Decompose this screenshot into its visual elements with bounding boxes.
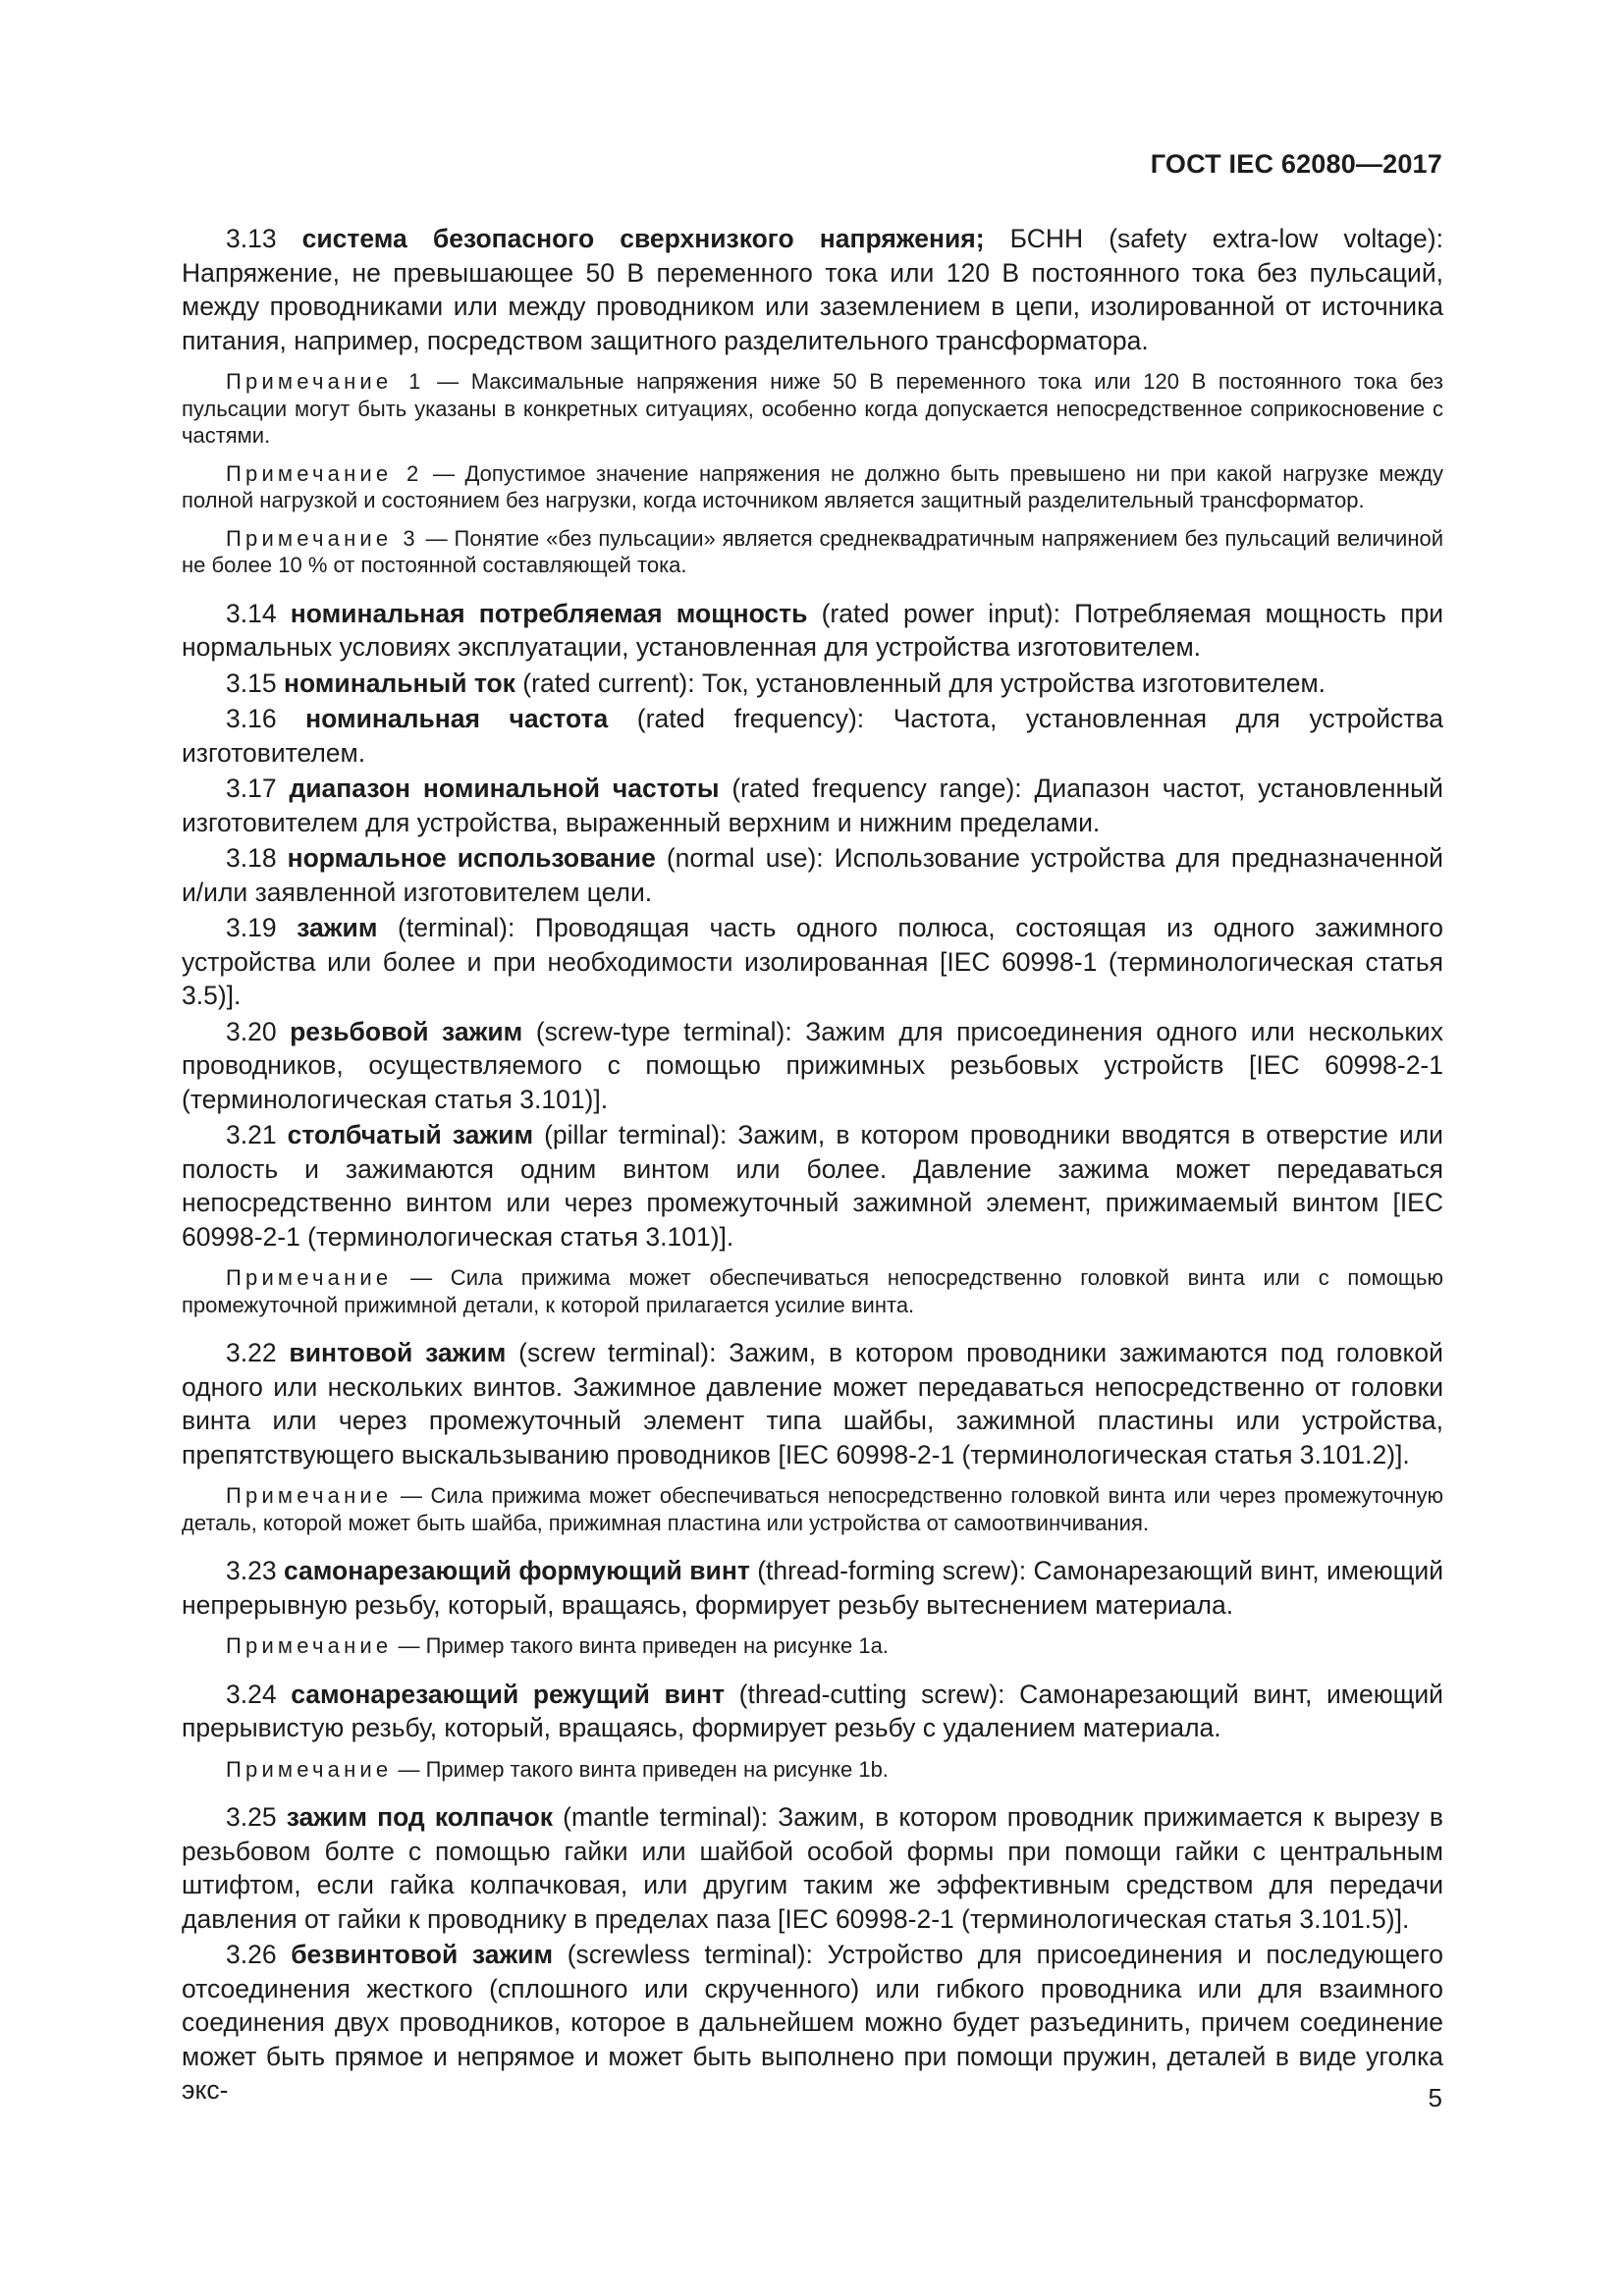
note-3-23 xyxy=(182,1632,1443,1660)
note-3-21 xyxy=(182,1264,1443,1318)
clause-number: 3.26 xyxy=(226,1940,277,1969)
definition-text: БСНН (safety extra-low voltage): Напряжение, не превышающее 50 В переменного тока или 120 В постоянного тока без пульсаций, между проводниками или между проводником или заземлением в цепи, изолированной от источника питания, например, посредством защитного разделительного трансформатора. xyxy=(182,224,1443,355)
clause-number: 3.14 xyxy=(226,598,277,628)
term-name: номинальный ток xyxy=(283,667,515,698)
note-3-13-1 xyxy=(182,368,1443,450)
note-label: Примечание 3 xyxy=(226,525,419,551)
definition-text: (screw-type terminal): Зажим для присоединения одного или нескольких проводников, осуществляемого с помощью прижимных резьбовых устройств [IEC 60998-2-1 (терминологическая статья 3.101)]. xyxy=(182,1016,1443,1114)
document-code-header: ГОСТ IEC 62080—2017 xyxy=(1150,149,1442,179)
definition-3-25 xyxy=(182,1800,1443,1936)
definition-3-21 xyxy=(182,1118,1443,1254)
definition-3-20 xyxy=(182,1015,1443,1117)
definition-3-15 xyxy=(182,667,1443,701)
note-text: — Допустимое значение напряжения не должно быть превышено ни при какой нагрузке между полной нагрузкой и состоянием без нагрузки, когда источником является защитный разделительный трансформатор. xyxy=(182,460,1443,512)
term-name: самонарезающий формующий винт xyxy=(283,1556,750,1585)
term-name: нормальное использование xyxy=(287,843,656,873)
term-name: резьбовой зажим xyxy=(290,1016,523,1046)
definition-text: (rated frequency): Частота, установленная для устройства изготовителем. xyxy=(182,704,1443,768)
definition-text: (screwless terminal): Устройство для присоединения и последующего отсоединения жесткого (сплошного или скрученного) или гибкого проводника или для взаимного соединения двух проводников, которое в дальнейшем можно будет разъединить, причем соединение может быть прямое и непрямое и может быть выполнено при помощи пружин, деталей в виде уголка экс- xyxy=(182,1940,1443,2105)
definition-text: (terminal): Проводящая часть одного полюса, состоящая из одного зажимного устройства или более и при необходимости изолированная [IEC 60998-1 (терминологическая статья 3.5)]. xyxy=(182,913,1443,1010)
definition-text: (thread-forming screw): Самонарезающий винт, имеющий непрерывную резьбу, который, вращаясь, формирует резьбу вытеснением материала. xyxy=(182,1556,1444,1620)
term-name: самонарезающий режущий винт xyxy=(291,1679,726,1709)
definition-3-24 xyxy=(182,1678,1443,1745)
term-name: винтовой зажим xyxy=(289,1338,507,1367)
definition-3-13 xyxy=(182,222,1443,357)
definition-text: (rated frequency range): Диапазон частот, установленный изготовителем для устройства, выраженный верхним и нижним пределами. xyxy=(182,774,1443,837)
term-name: столбчатый зажим xyxy=(287,1120,534,1149)
note-label: Примечание 1 xyxy=(226,369,425,394)
definition-3-16 xyxy=(182,702,1443,770)
clause-number: 3.19 xyxy=(226,913,277,942)
clause-number: 3.24 xyxy=(226,1679,277,1709)
definition-text: (screw terminal): Зажим, в котором проводники зажимаются под головкой одного или нескольких винтов. Зажимное давление может передаваться непосредственно от головки винта или через промежуточный элемент типа шайбы, зажимной пластины или устройства, препятствующего выскальзыванию проводников [IEC 60998-2-1 (терминологическая статья 3.101.2)]. xyxy=(182,1338,1443,1469)
clause-number: 3.20 xyxy=(226,1016,277,1046)
definition-3-14 xyxy=(182,597,1443,665)
note-label: Примечание xyxy=(226,1756,393,1782)
note-label: Примечание xyxy=(226,1265,393,1290)
note-text: — Сила прижима может обеспечиваться непосредственно головкой винта или с помощью промежуточной прижимной детали, к которой прилагается усилие винта. xyxy=(182,1265,1443,1317)
note-label: Примечание xyxy=(226,1633,393,1658)
clause-number: 3.25 xyxy=(226,1802,277,1832)
term-name: зажим xyxy=(297,913,378,942)
clause-number: 3.16 xyxy=(226,704,277,733)
term-name: безвинтовой зажим xyxy=(291,1940,554,1969)
definition-text: (thread-cutting screw): Самонарезающий винт, имеющий прерывистую резьбу, который, вращаясь, формирует резьбу с удалением материала. xyxy=(182,1679,1443,1742)
definition-3-18 xyxy=(182,841,1443,909)
note-3-22 xyxy=(182,1482,1443,1536)
note-3-24 xyxy=(182,1756,1443,1784)
definition-3-19 xyxy=(182,911,1443,1013)
definition-3-17 xyxy=(182,772,1443,839)
definition-3-22 xyxy=(182,1336,1443,1471)
definition-text: (rated current): Ток, установленный для устройства изготовителем. xyxy=(514,667,1326,698)
definition-text: (normal use): Использование устройства для предназначенной и/или заявленной изготовителем цели. xyxy=(182,843,1443,907)
note-text: — Понятие «без пульсации» является среднеквадратичным напряжением без пульсаций величиной не более 10 % от постоянной составляющей тока. xyxy=(182,525,1443,577)
page-number: 5 xyxy=(1428,2083,1442,2112)
clause-number: 3.13 xyxy=(226,224,277,253)
note-label: Примечание xyxy=(226,1483,393,1508)
term-name: диапазон номинальной частоты xyxy=(289,774,720,803)
term-name: номинальная потребляемая мощность xyxy=(290,598,808,628)
note-text: — Максимальные напряжения ниже 50 В переменного тока или 120 В постоянного тока без пульсации могут быть указаны в конкретных ситуациях, особенно когда допускается непосредственное соприкосновение с частями. xyxy=(182,369,1444,448)
note-text: — Сила прижима может обеспечиваться непосредственно головкой винта или через промежуточную деталь, которой может быть шайба, прижимная пластина или устройства от самоотвинчивания. xyxy=(182,1483,1443,1535)
note-text: — Пример такого винта приведен на рисунке 1а. xyxy=(392,1633,889,1658)
term-name: зажим под колпачок xyxy=(286,1802,554,1832)
definition-3-23 xyxy=(182,1554,1443,1622)
term-name: система безопасного сверхнизкого напряжения; xyxy=(301,224,985,253)
definition-text: (mantle terminal): Зажим, в котором проводник прижимается к вырезу в резьбовом болте с помощью гайки или шайбой особой формы при помощи гайки с центральным штифтом, если гайка колпачковая, или другим таким же эффективным средством для передачи давления от гайки к проводнику в пределах паза [IEC 60998-2-1 (терминологическая статья 3.101.5)]. xyxy=(182,1802,1443,1934)
note-3-13-2 xyxy=(182,460,1443,514)
document-body xyxy=(182,222,1443,2109)
note-text: — Пример такого винта приведен на рисунке 1b. xyxy=(392,1756,889,1782)
note-3-13-3 xyxy=(182,525,1443,579)
definition-text: (pillar terminal): Зажим, в котором проводники вводятся в отверстие или полость и зажимаются одним винтом или более. Давление зажима может передаваться непосредственно винтом или через промежуточный зажимной элемент, прижимаемый винтом [IEC 60998-2-1 (терминологическая статья 3.101)]. xyxy=(182,1120,1443,1252)
term-name: номинальная частота xyxy=(305,704,609,733)
clause-number: 3.15 xyxy=(226,667,277,698)
clause-number: 3.18 xyxy=(226,843,277,873)
definition-text: (rated power input): Потребляемая мощность при нормальных условиях эксплуатации, установленная для устройства изготовителем. xyxy=(182,598,1443,662)
note-label: Примечание 2 xyxy=(226,460,423,486)
clause-number: 3.17 xyxy=(226,774,277,803)
definition-3-26 xyxy=(182,1938,1443,2108)
clause-number: 3.23 xyxy=(226,1556,277,1585)
clause-number: 3.21 xyxy=(226,1120,277,1149)
clause-number: 3.22 xyxy=(226,1338,277,1367)
